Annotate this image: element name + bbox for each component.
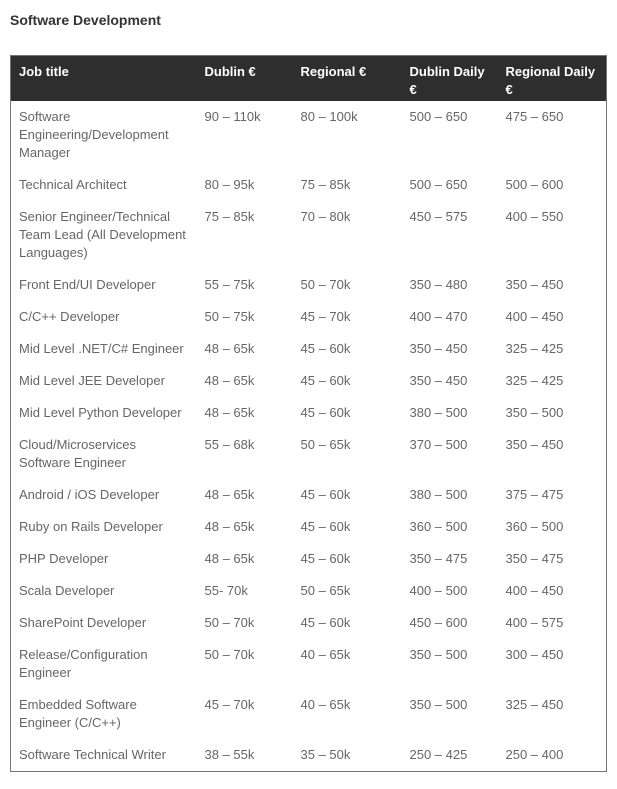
salary-cell: 55 – 68k xyxy=(197,429,293,479)
salary-cell: 55- 70k xyxy=(197,575,293,607)
salary-cell: 325 – 425 xyxy=(498,365,607,397)
salary-cell: 400 – 450 xyxy=(498,301,607,333)
salary-cell: 400 – 470 xyxy=(402,301,498,333)
salary-cell: 50 – 70k xyxy=(197,639,293,689)
job-title-cell: Software Engineering/Development Manager xyxy=(11,101,197,169)
salary-cell: 48 – 65k xyxy=(197,479,293,511)
salary-cell: 50 – 70k xyxy=(293,269,402,301)
table-row xyxy=(11,575,607,607)
job-title-cell: Android / iOS Developer xyxy=(11,479,197,511)
salary-cell: 350 – 500 xyxy=(402,639,498,689)
salary-cell: 375 – 475 xyxy=(498,479,607,511)
salary-cell: 325 – 450 xyxy=(498,689,607,739)
salary-cell: 380 – 500 xyxy=(402,397,498,429)
job-title-cell: Technical Architect xyxy=(11,169,197,201)
salary-cell: 40 – 65k xyxy=(293,639,402,689)
salary-cell: 500 – 600 xyxy=(498,169,607,201)
table-row xyxy=(11,739,607,772)
salary-cell: 350 – 500 xyxy=(402,689,498,739)
job-title-cell: Mid Level .NET/C# Engineer xyxy=(11,333,197,365)
salary-cell: 35 – 50k xyxy=(293,739,402,772)
salary-cell: 45 – 60k xyxy=(293,543,402,575)
salary-cell: 80 – 95k xyxy=(197,169,293,201)
table-row xyxy=(11,101,607,169)
salary-cell: 370 – 500 xyxy=(402,429,498,479)
salary-cell: 450 – 575 xyxy=(402,201,498,269)
salary-cell: 45 – 70k xyxy=(293,301,402,333)
table-row xyxy=(11,511,607,543)
salary-cell: 70 – 80k xyxy=(293,201,402,269)
salary-cell: 500 – 650 xyxy=(402,169,498,201)
salary-cell: 500 – 650 xyxy=(402,101,498,169)
salary-cell: 48 – 65k xyxy=(197,511,293,543)
salary-cell: 48 – 65k xyxy=(197,543,293,575)
salary-cell: 90 – 110k xyxy=(197,101,293,169)
salary-cell: 75 – 85k xyxy=(197,201,293,269)
column-header-dublin-daily: Dublin Daily € xyxy=(402,56,498,102)
column-header-job-title: Job title xyxy=(11,56,197,102)
salary-cell: 45 – 70k xyxy=(197,689,293,739)
table-row xyxy=(11,689,607,739)
salary-cell: 48 – 65k xyxy=(197,397,293,429)
table-row xyxy=(11,301,607,333)
salary-cell: 40 – 65k xyxy=(293,689,402,739)
salary-cell: 350 – 480 xyxy=(402,269,498,301)
salary-cell: 38 – 55k xyxy=(197,739,293,772)
job-title-cell: Front End/UI Developer xyxy=(11,269,197,301)
table-body xyxy=(11,101,607,772)
table-row xyxy=(11,607,607,639)
salary-cell: 55 – 75k xyxy=(197,269,293,301)
salary-cell: 350 – 450 xyxy=(498,429,607,479)
salary-cell: 45 – 60k xyxy=(293,333,402,365)
table-row xyxy=(11,333,607,365)
table-row xyxy=(11,397,607,429)
salary-cell: 360 – 500 xyxy=(498,511,607,543)
salary-cell: 360 – 500 xyxy=(402,511,498,543)
salary-cell: 50 – 65k xyxy=(293,429,402,479)
salary-cell: 48 – 65k xyxy=(197,333,293,365)
salary-cell: 300 – 450 xyxy=(498,639,607,689)
salary-cell: 475 – 650 xyxy=(498,101,607,169)
job-title-cell: Software Technical Writer xyxy=(11,739,197,772)
job-title-cell: Release/Configuration Engineer xyxy=(11,639,197,689)
salary-cell: 400 – 500 xyxy=(402,575,498,607)
salary-cell: 325 – 425 xyxy=(498,333,607,365)
job-title-cell: PHP Developer xyxy=(11,543,197,575)
table-header-row xyxy=(11,56,607,102)
column-header-dublin: Dublin € xyxy=(197,56,293,102)
table-row xyxy=(11,169,607,201)
salary-cell: 400 – 450 xyxy=(498,575,607,607)
job-title-cell: SharePoint Developer xyxy=(11,607,197,639)
salary-cell: 350 – 475 xyxy=(402,543,498,575)
job-title-cell: Cloud/Microservices Software Engineer xyxy=(11,429,197,479)
salary-table xyxy=(10,55,607,772)
salary-cell: 350 – 500 xyxy=(498,397,607,429)
page-title: Software Development xyxy=(10,12,161,28)
salary-cell: 80 – 100k xyxy=(293,101,402,169)
salary-cell: 350 – 450 xyxy=(402,365,498,397)
job-title-cell: C/C++ Developer xyxy=(11,301,197,333)
salary-cell: 50 – 70k xyxy=(197,607,293,639)
salary-cell: 45 – 60k xyxy=(293,397,402,429)
salary-cell: 450 – 600 xyxy=(402,607,498,639)
salary-cell: 380 – 500 xyxy=(402,479,498,511)
salary-cell: 350 – 450 xyxy=(402,333,498,365)
column-header-regional-daily: Regional Daily € xyxy=(498,56,607,102)
salary-cell: 50 – 75k xyxy=(197,301,293,333)
salary-cell: 45 – 60k xyxy=(293,479,402,511)
table-row xyxy=(11,201,607,269)
table-row xyxy=(11,365,607,397)
table-row xyxy=(11,269,607,301)
salary-cell: 45 – 60k xyxy=(293,365,402,397)
salary-cell: 48 – 65k xyxy=(197,365,293,397)
salary-cell: 45 – 60k xyxy=(293,511,402,543)
job-title-cell: Ruby on Rails Developer xyxy=(11,511,197,543)
table-row xyxy=(11,543,607,575)
table-row xyxy=(11,479,607,511)
salary-cell: 400 – 550 xyxy=(498,201,607,269)
table-header xyxy=(11,56,607,102)
column-header-regional: Regional € xyxy=(293,56,402,102)
salary-cell: 250 – 400 xyxy=(498,739,607,772)
job-title-cell: Senior Engineer/Technical Team Lead (All Development Languages) xyxy=(11,201,197,269)
table-row xyxy=(11,429,607,479)
job-title-cell: Mid Level Python Developer xyxy=(11,397,197,429)
job-title-cell: Scala Developer xyxy=(11,575,197,607)
salary-cell: 400 – 575 xyxy=(498,607,607,639)
salary-cell: 45 – 60k xyxy=(293,607,402,639)
job-title-cell: Mid Level JEE Developer xyxy=(11,365,197,397)
table-row xyxy=(11,639,607,689)
job-title-cell: Embedded Software Engineer (C/C++) xyxy=(11,689,197,739)
salary-cell: 250 – 425 xyxy=(402,739,498,772)
salary-cell: 350 – 475 xyxy=(498,543,607,575)
salary-cell: 350 – 450 xyxy=(498,269,607,301)
salary-cell: 50 – 65k xyxy=(293,575,402,607)
salary-cell: 75 – 85k xyxy=(293,169,402,201)
